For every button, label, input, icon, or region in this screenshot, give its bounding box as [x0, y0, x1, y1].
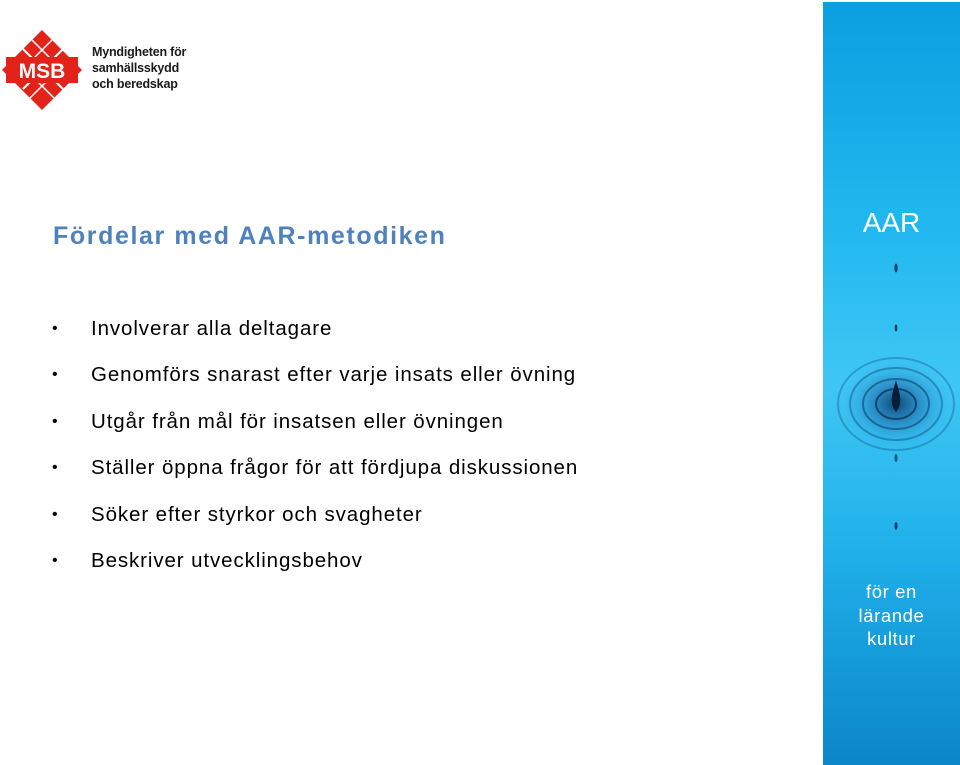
- tagline-line-2: lärande: [858, 604, 925, 626]
- slide-title: Fördelar med AAR-metodiken: [53, 222, 447, 250]
- sidebar-title: AAR: [862, 207, 921, 238]
- bullet-icon: •: [52, 320, 59, 337]
- bullet-text: Söker efter styrkor och svagheter: [91, 502, 423, 526]
- logo-line-1: Myndigheten för: [92, 45, 187, 59]
- bullet-text: Ställer öppna frågor för att fördjupa diskussionen: [91, 456, 579, 480]
- bullet-icon: •: [52, 459, 59, 477]
- msb-logo: [0, 26, 200, 114]
- sidebar-tagline: [823, 580, 960, 651]
- bullet-icon: •: [52, 505, 59, 523]
- tagline-line-3: kultur: [867, 628, 916, 649]
- bullet-text: Involverar alla deltagare: [91, 317, 333, 340]
- sidebar-panel: [823, 2, 960, 765]
- bullet-icon: •: [52, 366, 59, 384]
- logo-line-2: samhällsskydd: [92, 61, 180, 75]
- msb-logo-wordmark: [92, 44, 186, 92]
- water-drop-icon: [823, 252, 960, 552]
- bullet-text: Beskriver utvecklingsbehov: [91, 548, 363, 572]
- msb-logo-letters: MSB: [18, 60, 66, 83]
- bullet-text: Genomförs snarast efter varje insats eller övning: [91, 363, 577, 387]
- tagline-line-1: för en: [866, 581, 917, 602]
- bullet-text: Utgår från mål för insatsen eller övningen: [91, 409, 504, 433]
- logo-line-3: och beredskap: [92, 77, 178, 91]
- bullet-icon: •: [52, 412, 59, 430]
- bullet-icon: •: [52, 551, 59, 569]
